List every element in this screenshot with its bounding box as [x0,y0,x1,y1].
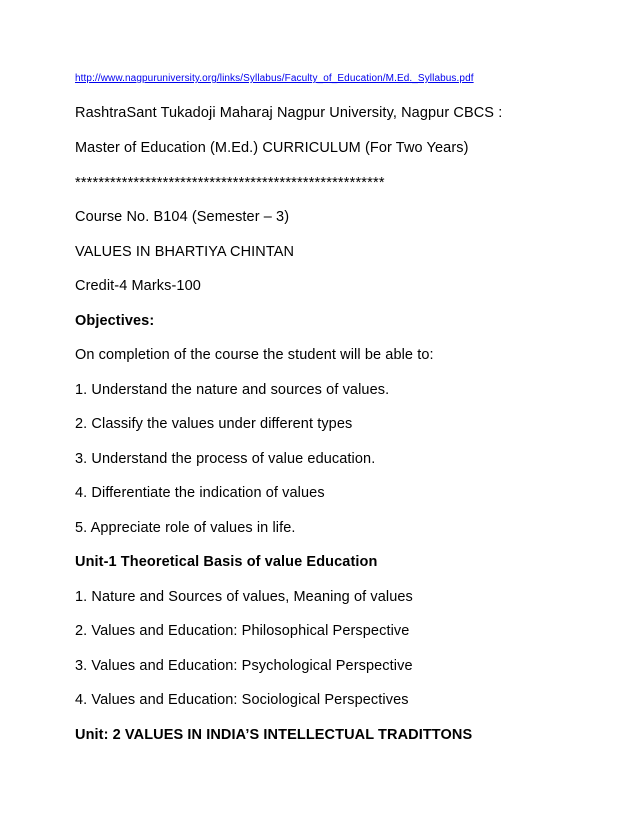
objective-item: 3. Understand the process of value education. [75,451,376,467]
program-line: Master of Education (M.Ed.) CURRICULUM (For Two Years) [75,140,469,156]
objective-item: 1. Understand the nature and sources of values. [75,382,390,398]
unit1-item: 4. Values and Education: Sociological Perspectives [75,692,409,708]
course-title: VALUES IN BHARTIYA CHINTAN [75,244,295,260]
credit-marks-line: Credit-4 Marks-100 [75,278,201,294]
unit1-item: 1. Nature and Sources of values, Meaning of values [75,589,413,605]
course-number-line: Course No. B104 (Semester – 3) [75,209,290,225]
objective-item: 4. Differentiate the indication of values [75,485,325,501]
objective-item: 5. Appreciate role of values in life. [75,520,296,536]
unit1-item: 3. Values and Education: Psychological Perspective [75,658,413,674]
unit1-heading: Unit-1 Theoretical Basis of value Education [75,554,378,570]
objectives-heading: Objectives: [75,313,155,329]
university-line: RashtraSant Tukadoji Maharaj Nagpur University, Nagpur CBCS : [75,105,503,121]
separator-line: ***************************************************** [75,175,385,191]
unit1-item: 2. Values and Education: Philosophical Perspective [75,623,410,639]
objectives-intro: On completion of the course the student will be able to: [75,347,434,363]
source-url-link[interactable]: http://www.nagpuruniversity.org/links/Syllabus/Faculty_of_Education/M.Ed._Syllabus.pdf [75,73,474,84]
unit2-heading: Unit: 2 VALUES IN INDIA’S INTELLECTUAL TRADITTONS [75,727,473,743]
objective-item: 2. Classify the values under different types [75,416,353,432]
